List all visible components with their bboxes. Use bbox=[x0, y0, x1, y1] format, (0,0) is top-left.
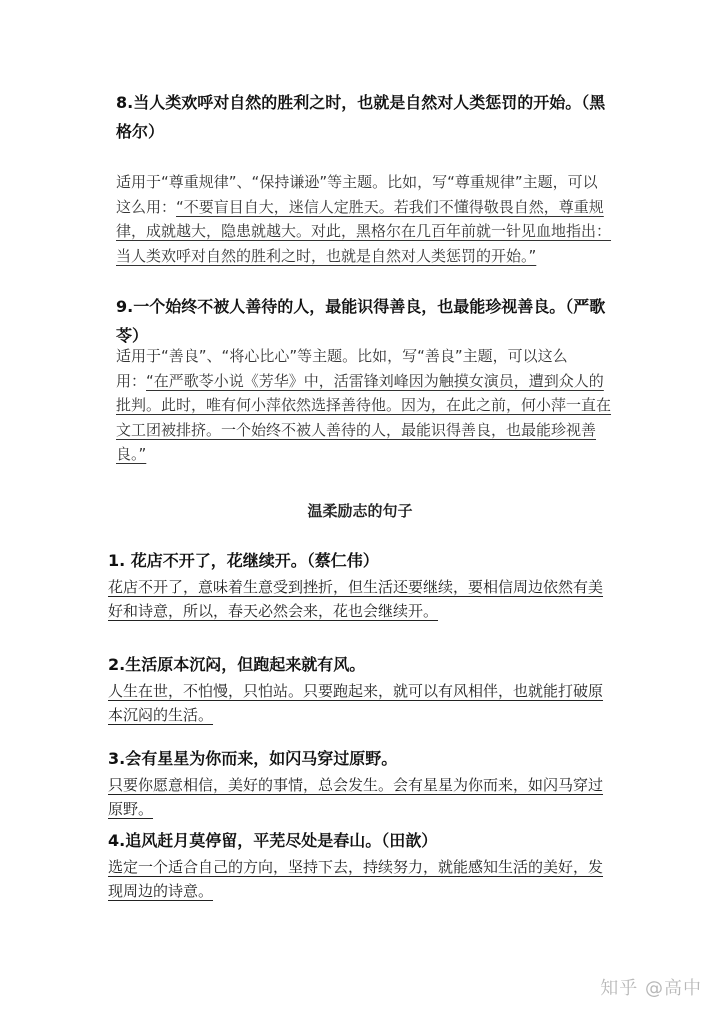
section-title-block bbox=[0, 500, 720, 521]
usage-example: “在严歌苓小说《芳华》中，活雷锋刘峰因为触摸女演员，遭到众人的批判。此时，唯有何小萍依然选择善待他。因为，在此之前，何小萍一直在文工团被排挤。一个始终不被人善待的人，最能识得善良，也最能珍视善良。” bbox=[116, 371, 612, 463]
quote-text: 选定一个适合自己的方向，坚持下去，持续努力，就能感知生活的美好，发现周边的诗意。 bbox=[108, 858, 604, 900]
quote-text: 人生在世，不怕慢，只怕站。只要跑起来，就可以有风相伴，也就能打破原本沉闷的生活。 bbox=[108, 682, 604, 724]
quote-text: 只要你愿意相信，美好的事情，总会发生。会有星星为你而来，如闪马穿过原野。 bbox=[108, 776, 604, 818]
quote-heading: 4.追风赶月莫停留，平芜尽处是春山。（田歆） bbox=[108, 831, 438, 850]
quote-item-8 bbox=[116, 88, 612, 146]
quote-explanation-8 bbox=[116, 170, 612, 268]
zhihu-watermark: 知乎 @高中 bbox=[600, 978, 702, 999]
quote-heading: 8.当人类欢呼对自然的胜利之时，也就是自然对人类惩罚的开始。（黑格尔） bbox=[116, 93, 606, 141]
explanation-intro: 适用于“善良”、“将心比心”等主题。比如，写“善良”主题，可以这么用： bbox=[116, 347, 568, 390]
quote-2 bbox=[108, 650, 616, 727]
quote-4 bbox=[108, 826, 616, 903]
quote-heading: 3.会有星星为你而来，如闪马穿过原野。 bbox=[108, 749, 398, 768]
quote-heading: 9.一个始终不被人善待的人，最能识得善良，也最能珍视善良。（严歌苓） bbox=[116, 297, 606, 345]
quote-3 bbox=[108, 744, 616, 821]
explanation-intro: 适用于“尊重规律”、“保持谦逊”等主题。比如，写“尊重规律”主题，可以这么用： bbox=[116, 173, 598, 216]
quote-item-9 bbox=[116, 292, 612, 350]
explanation-paragraph bbox=[116, 344, 612, 467]
usage-example: “不要盲目自大，迷信人定胜天。若我们不懂得敬畏自然，尊重规律，成就越大，隐患就越大。对此，黑格尔在几百年前就一针见血地指出：当人类欢呼对自然的胜利之时，也就是自然对人类惩罚的开始。” bbox=[116, 197, 612, 265]
section-title: 温柔励志的句子 bbox=[307, 502, 413, 520]
quote-1 bbox=[108, 546, 616, 623]
quote-heading: 1. 花店不开了，花继续开。（蔡仁伟） bbox=[108, 551, 379, 570]
explanation-paragraph bbox=[116, 170, 612, 268]
quote-heading: 2.生活原本沉闷，但跑起来就有风。 bbox=[108, 655, 366, 674]
quote-explanation-9 bbox=[116, 344, 612, 467]
quote-text: 花店不开了，意味着生意受到挫折，但生活还要继续，要相信周边依然有美好和诗意，所以，春天必然会来，花也会继续开。 bbox=[108, 578, 604, 620]
